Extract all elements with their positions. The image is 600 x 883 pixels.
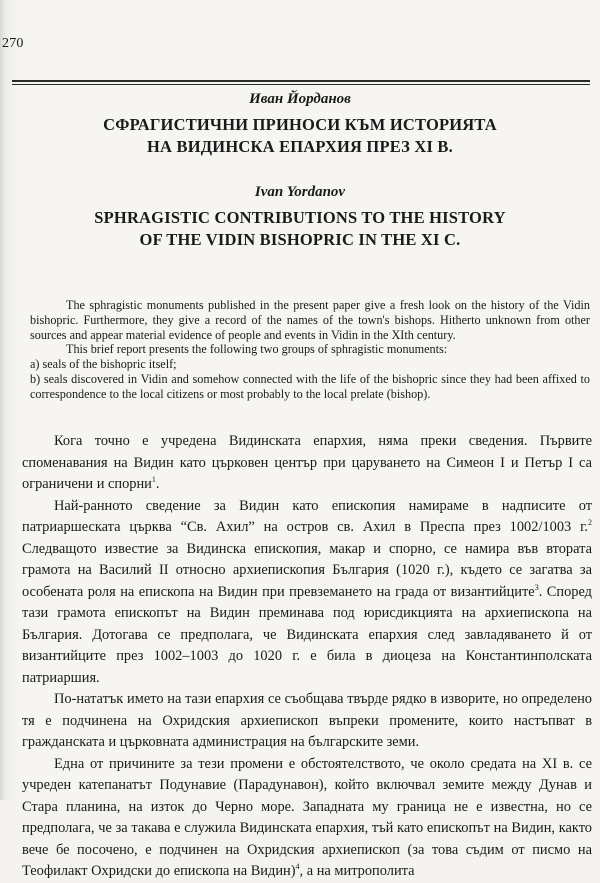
bg-title [0, 114, 600, 158]
footnote-ref: 3 [534, 582, 539, 592]
body-paragraph [22, 754, 592, 883]
abstract-paragraph: The sphragistic monuments published in the present paper give a fresh look on the history of the Vidin bishopric. Furthermore, they give a record of the names of the town's bishops. Hitherto unknown from other sources and appear material evidence of people and events in Vidin in the XIth century. [30, 298, 590, 342]
body-paragraph [22, 496, 592, 690]
body-text: . [155, 476, 160, 492]
bg-title-line2: НА ВИДИНСКА ЕПАРХИЯ ПРЕЗ XI В. [147, 137, 453, 156]
body-text: . Според тази грамота епископът на Видин преминава под юрисдикцията на архиепископа на България. Дотогава се предполага, че Видинската епархия след завладяването й от византийците през 1002–1003 до 1020 г. е била в диоцеза на Константинполската патриаршия. [22, 583, 593, 686]
en-author: Ivan Yordanov [254, 184, 346, 200]
english-abstract [30, 298, 590, 402]
body-text: Кога точно е учредена Видинската епархия, няма преки сведения. Първите споменавания на Видин като църковен център при царуването на Симеон I и Петър I са ограничени и спорни [22, 433, 592, 492]
footnote-ref: 2 [588, 518, 592, 528]
article-body [22, 431, 592, 883]
page-number: 270 [2, 36, 24, 51]
abstract-list-item: b) seals discovered in Vidin and somehow connected with the life of the bishopric since they had been affixed to correspondence to the local citizens or most probably to the local prelate (bishop). [30, 371, 590, 401]
en-title [0, 207, 600, 251]
body-text: Една от причините за тези промени е обстоятелството, че около средата на XI в. се учреден катепанатът Подунавие (Парадунавон), който включвал земите между Дунав и Стара планина, на изток до Черно море. Западната му граница не е известна, но се предполага, че за такава е служила Видинската епархия, тъй като епископът на Видин, както вече бе посочено, е подчинен на Охридския архиепископ (за това съдим от писмо на Теофилакт Охридски до епископа на Видин) [22, 755, 592, 879]
en-title-line2: OF THE VIDIN BISHOPRIC IN THE XI C. [139, 230, 461, 249]
bg-author: Иван Йорданов [249, 91, 351, 107]
footnote-ref: 1 [151, 475, 156, 485]
abstract-paragraph: This brief report presents the following two groups of sphragistic monuments: [66, 342, 448, 357]
body-text: Следващото известие за Видинска епископия, макар и спорно, се намира във втората грамота на Василий II относно архиепископия България (1020 г.), където се загатва за особената роля на епископа на Видин при превземането на града от византийците [22, 540, 592, 600]
body-text: , а на митрополита [299, 863, 415, 879]
body-paragraph [22, 431, 592, 496]
body-paragraph: По-нататък името на тази епархия се съобщава твърде рядко в изворите, но определено тя е подчинена на Охридския архиепископ въпреки промените, които настъпват в гражданската и църковната администрация на българските земи. [22, 691, 592, 750]
abstract-list-item: a) seals of the bishopric itself; [30, 357, 177, 372]
footnote-ref: 4 [295, 862, 300, 872]
header-rule [12, 80, 590, 82]
en-title-line1: SPHRAGISTIC CONTRIBUTIONS TO THE HISTORY [94, 208, 506, 227]
bg-title-line1: СФРАГИСТИЧНИ ПРИНОСИ КЪМ ИСТОРИЯТА [103, 115, 497, 134]
body-text: Най-ранното сведение за Видин като епископия намираме в надписите от патриаршеската църква “Св. Ахил” на остров св. Ахил в Преспа през 1002/1003 г. [22, 497, 592, 535]
header-rule-thin [12, 84, 590, 85]
